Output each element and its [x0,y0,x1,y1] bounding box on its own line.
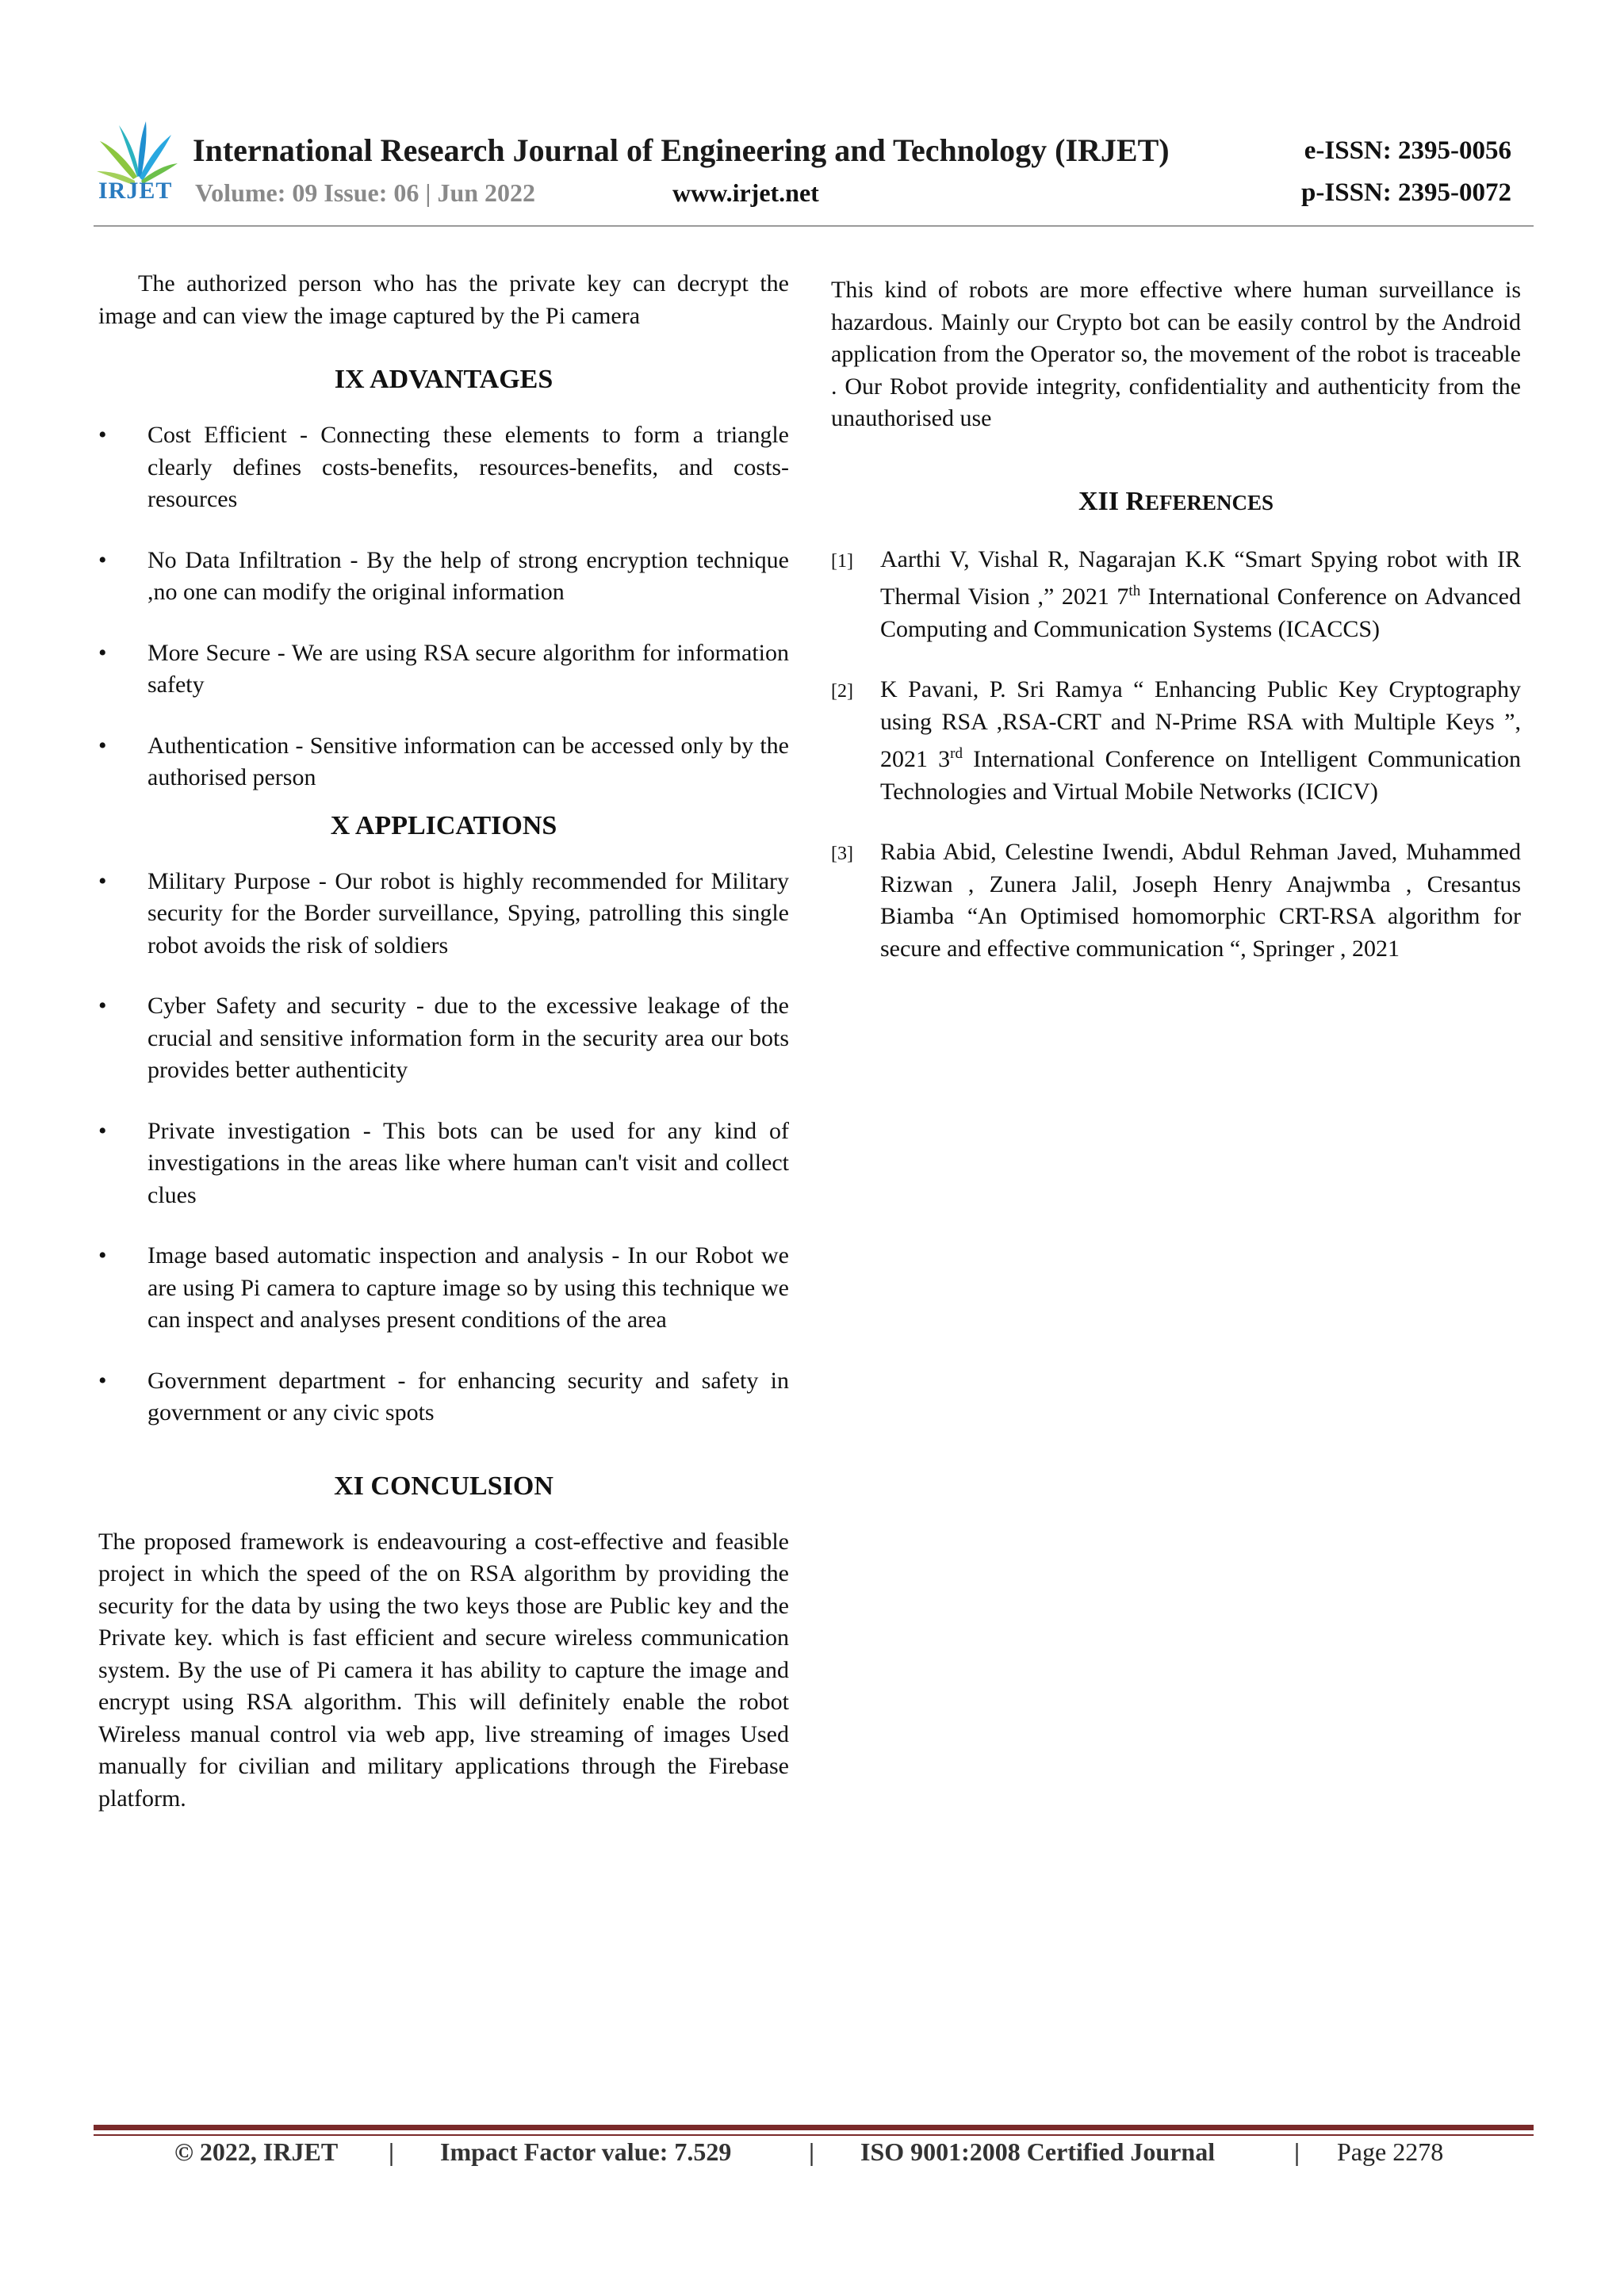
reference-text: Rabia Abid, Celestine Iwendi, Abdul Rehman Javed, Muhammed Rizwan , Zunera Jalil, Joseph Henry Anajwmba , Cresantus Biamba “An Optimised homomorphic CRT-RSA algorithm for secure and effective communication “, Springer , 2021 [880,839,1521,962]
reference-number: [1] [831,550,853,572]
footer-separator: | [1294,2137,1300,2166]
references-list [831,544,1521,966]
list-item-text: More Secure - We are using RSA secure algorithm for information safety [147,639,789,698]
left-column [98,268,789,1815]
reference-number: [3] [831,844,853,864]
reference-item [831,674,1521,808]
footer-divider-thin [94,2134,1534,2136]
logo-text: IRJET [98,178,173,204]
applications-heading: X APPLICATIONS [330,810,557,840]
bullet-icon: • [98,639,107,666]
references-heading-rest: EFERENCES [1145,490,1274,515]
volume-issue: Volume: 09 Issue: 06 | Jun 2022 [195,178,536,207]
bullet-icon: • [98,1242,107,1269]
right-column [831,274,1521,965]
bullet-icon: • [98,867,107,894]
list-item-text: Authentication - Sensitive information can be accessed only by the authorised person [147,732,789,790]
reference-text-cont: International Conference on Advanced Computing and Communication Systems (ICACCS) [880,584,1521,642]
reference-superscript: th [1128,583,1141,599]
footer-divider-thick [94,2125,1534,2130]
intro-paragraph: The authorized person who has the private key can decrypt the image and can view the image captured by the Pi camera [98,270,789,329]
reference-item [831,544,1521,646]
list-item-text: No Data Infiltration - By the help of strong encryption technique ,no one can modify the original information [147,546,789,605]
references-heading [831,484,1521,520]
list-item-text: Image based automatic inspection and analysis - In our Robot we are using Pi camera to capture image so by using this technique we can inspect and analyses present conditions of the area [147,1242,789,1333]
bullet-icon: • [98,1367,107,1394]
continuation-paragraph: This kind of robots are more effective where human surveillance is hazardous. Mainly our Crypto bot can be easily control by the Android application from the Operator so, the movement of the robot is traceable . Our Robot provide integrity, confidentiality and authenticity from the unauthorised use [831,277,1521,431]
list-item [98,730,789,794]
bullet-icon: • [98,422,107,448]
conclusion-heading: XI CONCULSION [334,1471,553,1501]
bullet-icon: • [98,1117,107,1144]
list-item-text: Cost Efficient - Connecting these elements to form a triangle clearly defines costs-benefits, resources-benefits, and costs-resources [147,422,789,512]
list-item-text: Cyber Safety and security - due to the excessive leakage of the crucial and sensitive information form in the security area our bots provides better authenticity [147,993,789,1083]
bullet-icon: • [98,993,107,1019]
footer-separator: | [809,2137,815,2166]
list-item [98,1365,789,1429]
list-item-text: Government department - for enhancing security and safety in government or any civic spots [147,1367,789,1425]
bullet-icon: • [98,732,107,759]
reference-number: [2] [831,681,853,702]
reference-superscript: rd [950,745,963,762]
pissn: p-ISSN: 2395-0072 [1301,178,1511,207]
footer-copyright: © 2022, IRJET [174,2137,339,2166]
advantages-list [98,419,789,794]
list-item-text: Military Purpose - Our robot is highly recommended for Military security for the Border surveillance, Spying, patrolling this single robot avoids the risk of soldiers [147,867,789,959]
list-item [98,866,789,962]
conclusion-paragraph: The proposed framework is endeavouring a cost-effective and feasible project in which the speed of the on RSA algorithm by providing the security for the data by using the two keys those are Public key and the Private key. which is fast efficient and secure wireless communication system. By the use of Pi camera it has ability to capture the image and encrypt using RSA algorithm. This will definitely enable the robot Wireless manual control via web app, live streaming of images Used manually for civilian and military applications through the Firebase platform. [98,1528,789,1812]
footer-impact-factor: Impact Factor value: 7.529 [440,2137,732,2166]
footer-separator: | [389,2137,395,2166]
list-item [98,637,789,702]
website-link[interactable]: www.irjet.net [672,178,819,207]
reference-item [831,836,1521,965]
applications-list [98,866,789,1429]
list-item [98,1115,789,1212]
footer-iso: ISO 9001:2008 Certified Journal [860,2137,1216,2166]
advantages-heading: IX ADVANTAGES [334,365,553,394]
list-item-text: Private investigation - This bots can be used for any kind of investigations in the areas like where human can't visit and collect clues [147,1117,789,1208]
reference-text: Aarthi V, Vishal R, Nagarajan K.K “Smart Spying robot with IR Thermal Vision ,” 2021 7 [880,545,1521,610]
footer-page-number: Page 2278 [1337,2137,1444,2166]
eissn: e-ISSN: 2395-0056 [1304,136,1511,165]
bullet-icon: • [98,546,107,573]
reference-text: K Pavani, P. Sri Ramya “ Enhancing Public Key Cryptography using RSA ,RSA-CRT and N-Prime RSA with Multiple Keys ”, 2021 3 [880,676,1521,772]
list-item [98,990,789,1087]
header-divider [94,225,1534,227]
list-item [98,1240,789,1337]
journal-title: International Research Journal of Engineering and Technology (IRJET) [193,132,1170,168]
references-heading-initial: XII R [1078,486,1146,516]
list-item [98,419,789,516]
reference-text-cont: International Conference on Intelligent Communication Technologies and Virtual Mobile Networks (ICICV) [880,746,1521,805]
list-item [98,545,789,609]
